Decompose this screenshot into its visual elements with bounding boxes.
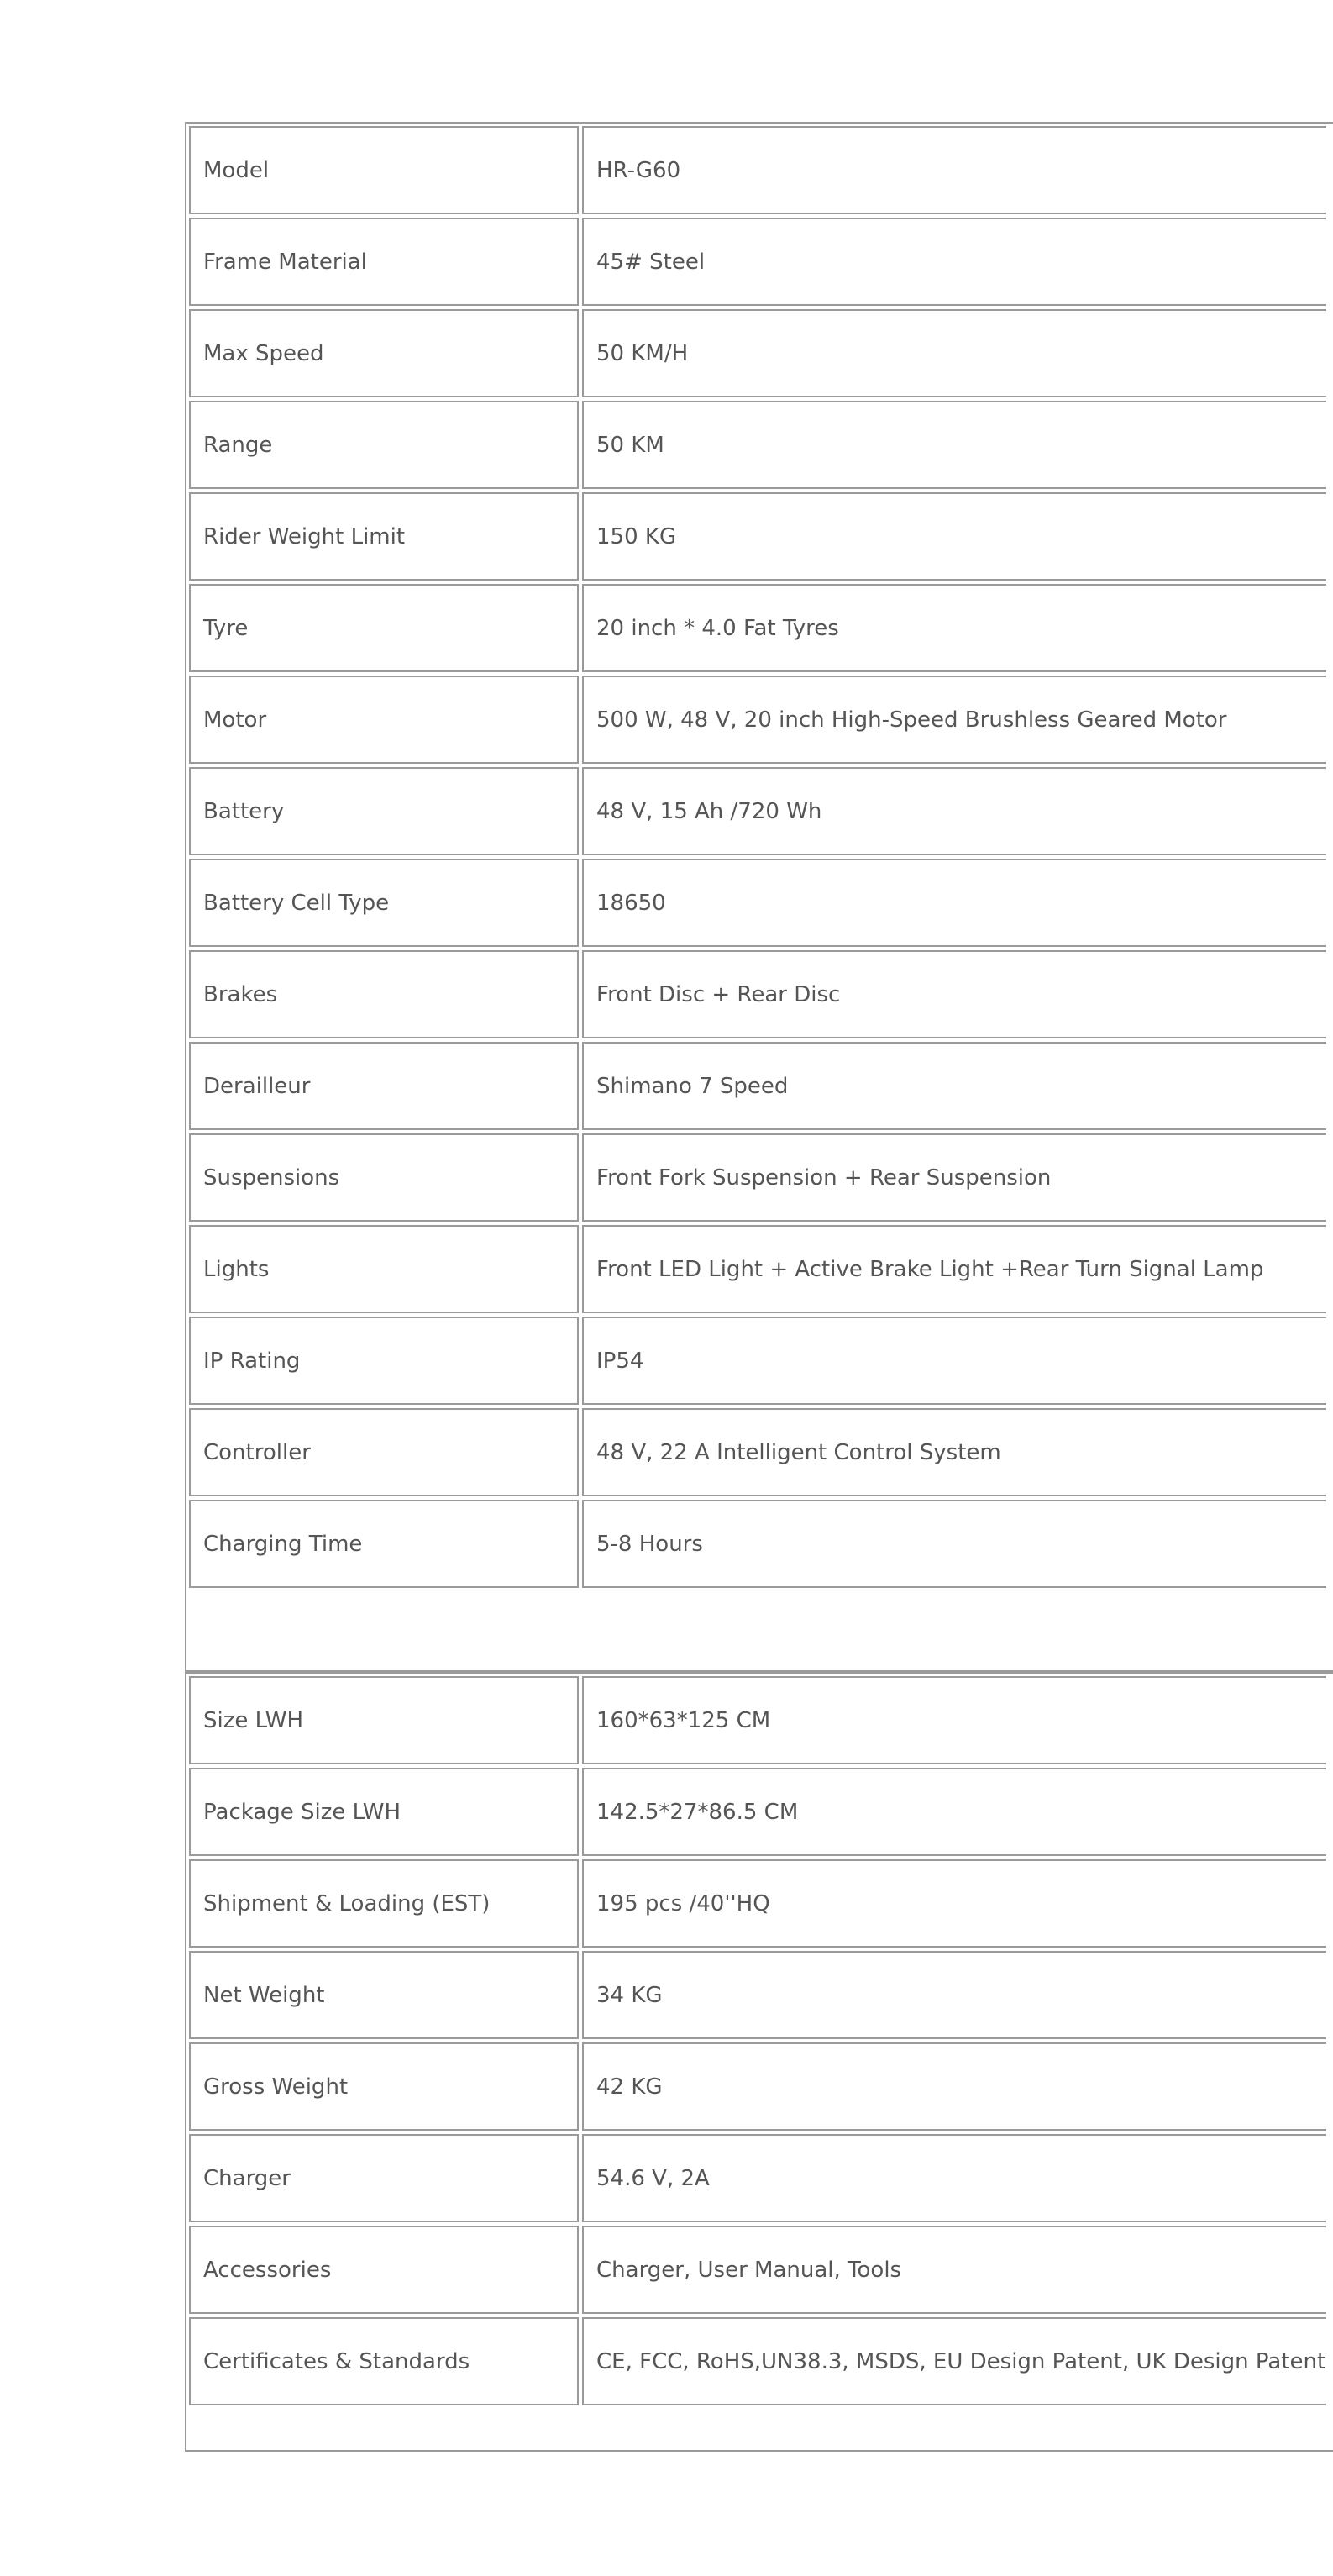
spec-value: Charger, User Manual, Tools [582, 2226, 1326, 2314]
spec-label: IP Rating [189, 1317, 579, 1405]
spec-label: Derailleur [189, 1042, 579, 1130]
table-row [189, 950, 1326, 1038]
spec-label: Charging Time [189, 1500, 579, 1588]
table-row [189, 1676, 1326, 1764]
table-row [189, 1951, 1326, 2039]
spec-value: 195 pcs /40''HQ [582, 1859, 1326, 1948]
spec-label: Range [189, 401, 579, 489]
spec-value: 45# Steel [582, 218, 1326, 306]
table-row [189, 492, 1326, 581]
spec-value: Shimano 7 Speed [582, 1042, 1326, 1130]
spec-label: Size LWH [189, 1676, 579, 1764]
spec-table-body [189, 126, 1326, 1588]
spec-value: 18650 [582, 859, 1326, 947]
table-row [189, 767, 1326, 855]
spec-table-shipping [185, 1672, 1333, 2452]
spec-value: 160*63*125 CM [582, 1676, 1326, 1764]
spec-table-body [189, 1676, 1326, 2405]
spec-value: 500 W, 48 V, 20 inch High-Speed Brushless Geared Motor [582, 676, 1326, 764]
spec-value: HR-G60 [582, 126, 1326, 214]
table-row [189, 401, 1326, 489]
spec-value: 48 V, 22 A Intelligent Control System [582, 1408, 1326, 1496]
table-row [189, 2042, 1326, 2131]
spec-table [186, 123, 1330, 1591]
table-row [189, 1500, 1326, 1588]
spec-label: Model [189, 126, 579, 214]
spec-value: CE, FCC, RoHS,UN38.3, MSDS, EU Design Patent, UK Design Patent [582, 2317, 1326, 2405]
spec-label: Charger [189, 2134, 579, 2222]
spec-label: Battery [189, 767, 579, 855]
spec-label: Brakes [189, 950, 579, 1038]
table-row [189, 1225, 1326, 1313]
spec-value: 34 KG [582, 1951, 1326, 2039]
table-row [189, 309, 1326, 397]
spec-label: Net Weight [189, 1951, 579, 2039]
spec-label: Package Size LWH [189, 1768, 579, 1856]
spec-label: Accessories [189, 2226, 579, 2314]
spec-label: Battery Cell Type [189, 859, 579, 947]
spec-label: Gross Weight [189, 2042, 579, 2131]
table-row [189, 584, 1326, 672]
spec-label: Lights [189, 1225, 579, 1313]
spec-label: Shipment & Loading (EST) [189, 1859, 579, 1948]
spec-value: Front Disc + Rear Disc [582, 950, 1326, 1038]
table-row [189, 218, 1326, 306]
spec-value: 54.6 V, 2A [582, 2134, 1326, 2222]
spec-value: IP54 [582, 1317, 1326, 1405]
spec-value: 50 KM [582, 401, 1326, 489]
table-row [189, 1768, 1326, 1856]
spec-label: Certificates & Standards [189, 2317, 579, 2405]
spec-label: Controller [189, 1408, 579, 1496]
spec-value: 48 V, 15 Ah /720 Wh [582, 767, 1326, 855]
spec-label: Tyre [189, 584, 579, 672]
table-row [189, 676, 1326, 764]
spec-label: Frame Material [189, 218, 579, 306]
spec-value: 42 KG [582, 2042, 1326, 2131]
spec-label: Suspensions [189, 1133, 579, 1222]
table-row [189, 1408, 1326, 1496]
table-row [189, 2134, 1326, 2222]
spec-value: Front Fork Suspension + Rear Suspension [582, 1133, 1326, 1222]
spec-label: Max Speed [189, 309, 579, 397]
table-row [189, 2226, 1326, 2314]
spec-value: 50 KM/H [582, 309, 1326, 397]
table-row [189, 1042, 1326, 1130]
table-row [189, 126, 1326, 214]
spec-value: 142.5*27*86.5 CM [582, 1768, 1326, 1856]
table-row [189, 859, 1326, 947]
spec-label: Rider Weight Limit [189, 492, 579, 581]
spec-value: 150 KG [582, 492, 1326, 581]
spec-value: 20 inch * 4.0 Fat Tyres [582, 584, 1326, 672]
table-row [189, 1859, 1326, 1948]
table-row [189, 1133, 1326, 1222]
table-row [189, 1317, 1326, 1405]
spec-table [186, 1673, 1330, 2409]
spec-table-main [185, 122, 1333, 1672]
spec-value: 5-8 Hours [582, 1500, 1326, 1588]
spec-label: Motor [189, 676, 579, 764]
spec-value: Front LED Light + Active Brake Light +Rear Turn Signal Lamp [582, 1225, 1326, 1313]
table-row [189, 2317, 1326, 2405]
